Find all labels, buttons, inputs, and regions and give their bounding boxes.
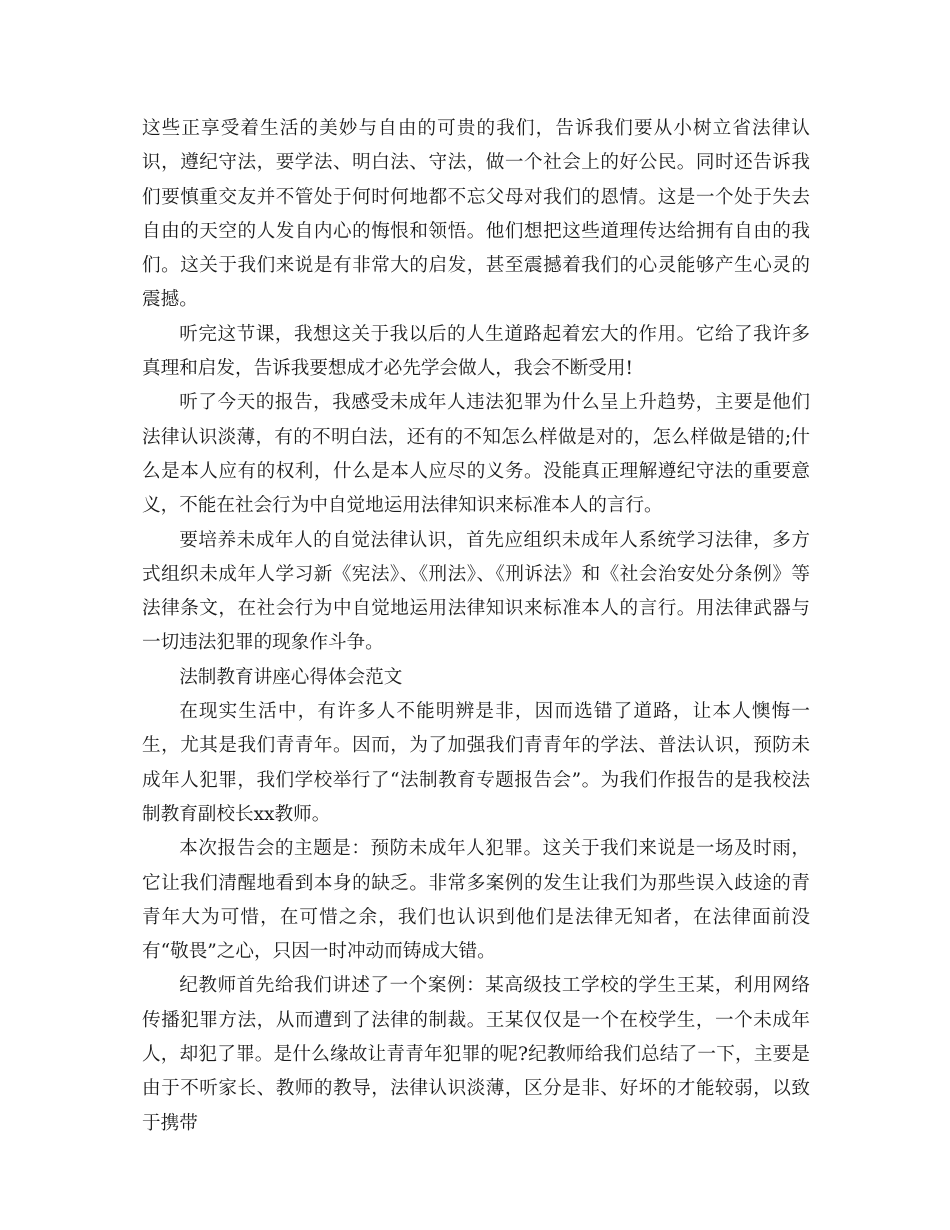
paragraph-5: 在现实生活中，有许多人不能明辨是非，因而选错了道路，让本人懊悔一生，尤其是我们青青年。因而，为了加强我们青青年的学法、普法认识，预防未成年人犯罪，我们学校举行了“法制教育专题报告会”。为我们作报告的是我校法制教育副校长xx教师。: [142, 701, 810, 825]
paragraph-1: 这些正享受着生活的美妙与自由的可贵的我们，告诉我们要从小树立省法律认识，遵纪守法，要学法、明白法、守法，做一个社会上的好公民。同时还告诉我们要慎重交友并不管处于何时何地都不忘父母对我们的恩情。这是一个处于失去自由的天空的人发自内心的悔恨和领悟。他们想把这些道理传达给拥有自由的我们。这关于我们来说是有非常大的启发，甚至震撼着我们的心灵能够产生心灵的震撼。: [142, 118, 810, 311]
paragraph-3: 听了今天的报告，我感受未成年人违法犯罪为什么呈上升趋势，主要是他们法律认识淡薄，有的不明白法，还有的不知怎么样做是对的，怎么样做是错的;什么是本人应有的权利，什么是本人应尽的义务。没能真正理解遵纪守法的重要意义，不能在社会行为中自觉地运用法律知识来标准本人的言行。: [142, 392, 810, 517]
paragraph-6: 本次报告会的主题是：预防未成年人犯罪。这关于我们来说是一场及时雨，它让我们清醒地看到本身的缺乏。非常多案例的发生让我们为那些误入歧途的青青年大为可惜，在可惜之余，我们也认识到他们是法律无知者，在法律面前没有“敬畏”之心，只因一时冲动而铸成大错。: [142, 838, 810, 963]
paragraph-4: 要培养未成年人的自觉法律认识，首先应组织未成年人系统学习法律，多方式组织未成年人学习新《宪法》、《刑法》、《刑诉法》和《社会治安处分条例》等法律条文，在社会行为中自觉地运用法律知识来标准本人的言行。用法律武器与一切违法犯罪的现象作斗争。: [142, 529, 810, 654]
paragraph-2: 听完这节课，我想这关于我以后的人生道路起着宏大的作用。它给了我许多真理和启发，告诉我要想成才必先学会做人，我会不断受用!: [142, 323, 810, 380]
paragraph-7: 纪教师首先给我们讲述了一个案例：某高级技工学校的学生王某，利用网络传播犯罪方法，从而遭到了法律的制裁。王某仅仅是一个在校学生，一个未成年人，却犯了罪。是什么缘故让青青年犯罪的呢?纪教师给我们总结了一下，主要是由于不听家长、教师的教导，法律认识淡薄，区分是非、好坏的才能较弱，以致于携带: [142, 975, 810, 1134]
document-body: [142, 112, 810, 1141]
section-heading: 法制教育讲座心得体会范文: [179, 666, 403, 688]
